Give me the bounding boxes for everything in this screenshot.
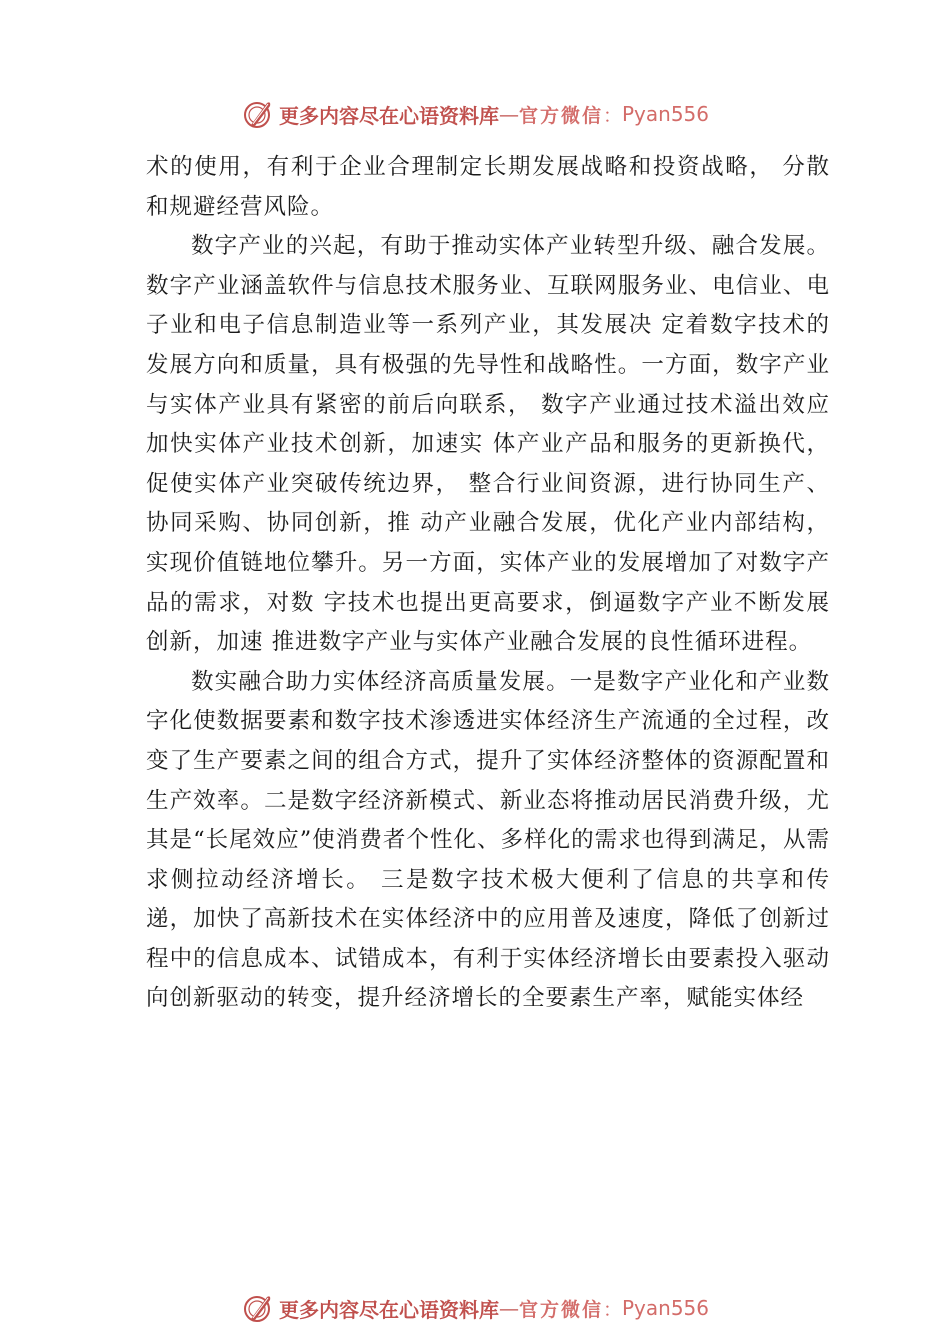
quill-logo-icon	[241, 97, 275, 131]
banner-colon: ：	[602, 1298, 622, 1321]
banner-brand-text: 更多内容尽在心语资料库	[278, 103, 499, 128]
quill-logo-icon	[241, 1291, 275, 1325]
banner-wechat-id: Pyan556	[622, 1296, 710, 1320]
banner-dash: —	[498, 102, 519, 126]
paragraph-digital-industry: 数字产业的兴起，有助于推动实体产业转型升级、融合发展。数字产业涵盖软件与信息技术服务业、互联网服务业、电信业、电子业和电子信息制造业等一系列产业，其发展决 定着数字技术的发展方向和质量，具有极强的先导性和战略性。一方面，数字产业与实体产业具有紧密的前后向联系， 数字产业通过技术溢出效应加快实体产业技术创新，加速实 体产业产品和服务的更新换代，促使实体产业突破传统边界， 整合行业间资源，进行协同生产、协同采购、协同创新，推 动产业融合发展，优化产业内部结构，实现价值链地位攀升。另一方面，实体产业的发展增加了对数字产品的需求，对数 字技术也提出更高要求，倒逼数字产业不断发展创新，加速 推进数字产业与实体产业融合发展的良性循环进程。	[146, 233, 830, 656]
header-banner	[0, 94, 950, 134]
document-body	[146, 148, 830, 1019]
paragraph-digital-real-integration: 数实融合助力实体经济高质量发展。一是数字产业化和产业数字化使数据要素和数字技术渗透进实体经济生产流通的全过程，改变了生产要素之间的组合方式，提升了实体经济整体的资源配置和生产效率。二是数字经济新模式、新业态将推动居民消费升级，尤其是“长尾效应”使消费者个性化、多样化的需求也得到满足，从需求侧拉动经济增长。 三是数字技术极大便利了信息的共享和传递，加快了高新技术在实体经济中的应用普及速度，降低了创新过程中的信息成本、试错成本，有利于实体经济增长由要素投入驱动向创新驱动的转变，提升经济增长的全要素生产率，赋能实体经	[146, 668, 830, 1012]
paragraph-continuation: 术的使用，有利于企业合理制定长期发展战略和投资战略， 分散和规避经营风险。	[146, 154, 830, 220]
footer-banner	[0, 1288, 950, 1328]
banner-official-label: 官方微信	[518, 104, 603, 127]
banner-wechat-id: Pyan556	[622, 102, 710, 126]
banner-colon: ：	[602, 104, 622, 127]
banner-official-label: 官方微信	[518, 1298, 603, 1321]
banner-brand-text: 更多内容尽在心语资料库	[278, 1297, 499, 1322]
banner-dash: —	[498, 1296, 519, 1320]
